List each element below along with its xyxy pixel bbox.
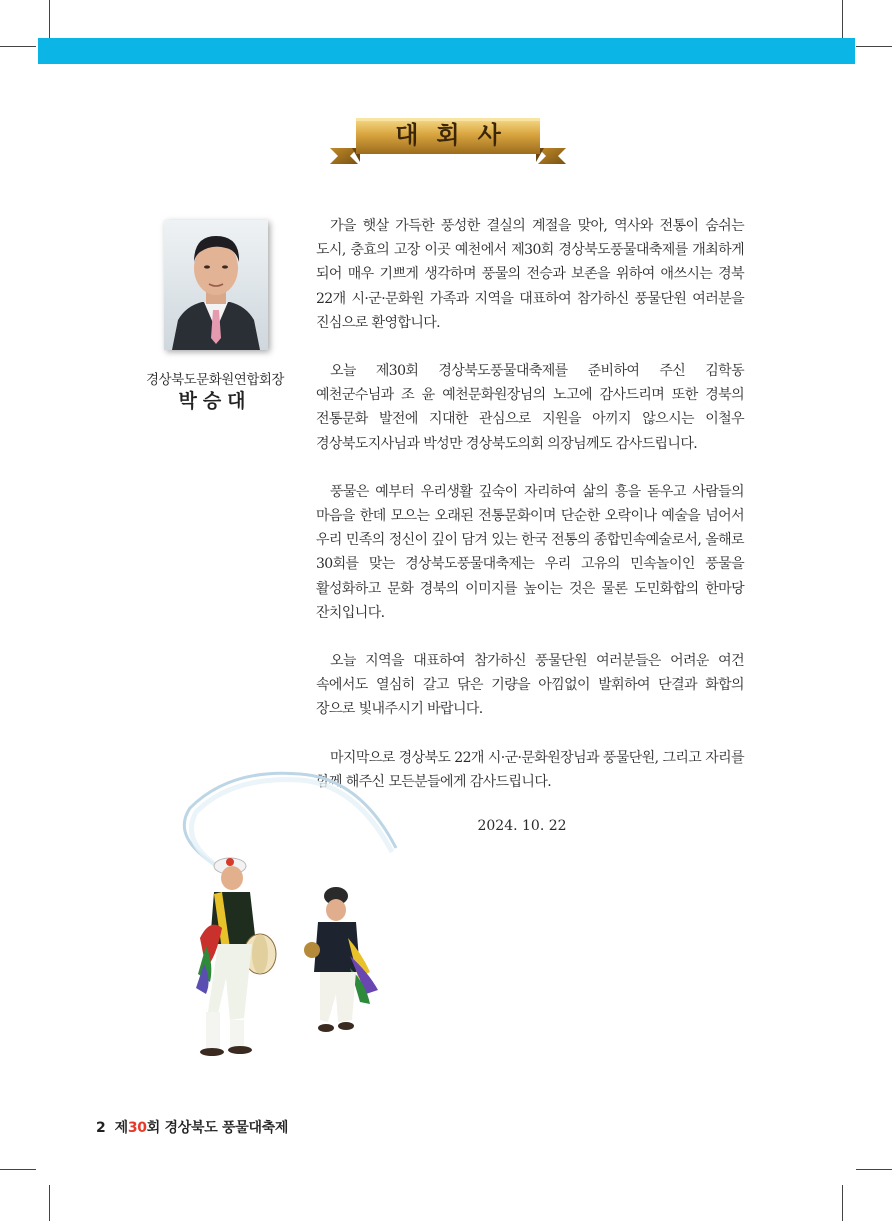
paragraph: 오늘 지역을 대표하여 참가하신 풍물단원 여러분들은 어려운 여건 속에서도 열심히 갈고 닦은 기량을 아낌없이 발휘하여 단결과 화합의 장으로 빛내주시기 바랍니다. bbox=[316, 653, 744, 718]
footer-event-title: 회 경상북도 풍물대축제 bbox=[146, 1120, 289, 1136]
speaker-portrait bbox=[164, 220, 268, 350]
date: 2024. 10. 22 bbox=[477, 818, 567, 834]
header-color-bar bbox=[38, 38, 855, 64]
crop-mark bbox=[842, 1185, 843, 1221]
speaker-name: 박승대 bbox=[178, 390, 252, 412]
paragraph: 가을 햇살 가득한 풍성한 결실의 계절을 맞아, 역사와 전통이 숨쉬는 도시, 충효의 고장 이곳 예천에서 제30회 경상북도풍물대축제를 개최하게 되어 매우 기쁘게 생각하며 풍물의 전승과 보존을 위하여 애쓰시는 경북 22개 시·군·문화원 가족과 지역을 대표하여 참가하신 풍물단원 여러분을 진심으로 환영합니다. bbox=[316, 218, 744, 331]
pungmul-dancers-illustration bbox=[170, 768, 400, 1068]
page-footer bbox=[96, 1117, 288, 1137]
paragraph: 오늘 제30회 경상북도풍물대축제를 준비하여 주신 김학동 예천군수님과 조 윤 예천문화원장님의 노고에 감사드리며 또한 경북의 전통문화 발전에 지대한 관심으로 지원을 아끼지 않으시는 이철우 경상북도지사님과 박성만 경상북도의회 의장님께도 감사드립니다. bbox=[316, 363, 744, 452]
page-number: 2 bbox=[96, 1120, 106, 1136]
crop-mark bbox=[49, 1185, 50, 1221]
footer-prefix: 제 bbox=[114, 1120, 128, 1136]
page-heading: 대회사 bbox=[395, 121, 519, 149]
footer-edition-number: 30 bbox=[127, 1120, 147, 1136]
paragraph: 풍물은 예부터 우리생활 깊숙이 자리하여 삶의 흥을 돋우고 사람들의 마음을 한데 모으는 오래된 전통문화이며 단순한 오락이나 예술을 넘어서 우리 민족의 정신이 깊이 담겨 있는 한국 전통의 종합민속예술로서, 올해로 30회를 맞는 경상북도풍물대축제는 우리 고유의 민속놀이인 풍물을 활성화하고 문화 경북의 이미지를 높이는 것은 물론 도민화합의 한마당 잔치입니다. bbox=[316, 483, 744, 621]
crop-mark bbox=[0, 1169, 36, 1170]
crop-mark bbox=[856, 1169, 892, 1170]
paragraph: 마지막으로 경상북도 22개 시·군·문화원장님과 풍물단원, 그리고 자리를 함께 해주신 모든분들에게 감사드립니다. bbox=[316, 749, 744, 790]
speaker-role: 경상북도문화원연합회장 bbox=[146, 372, 284, 387]
address-body bbox=[316, 214, 744, 818]
crop-mark bbox=[0, 46, 36, 47]
crop-mark bbox=[856, 46, 892, 47]
